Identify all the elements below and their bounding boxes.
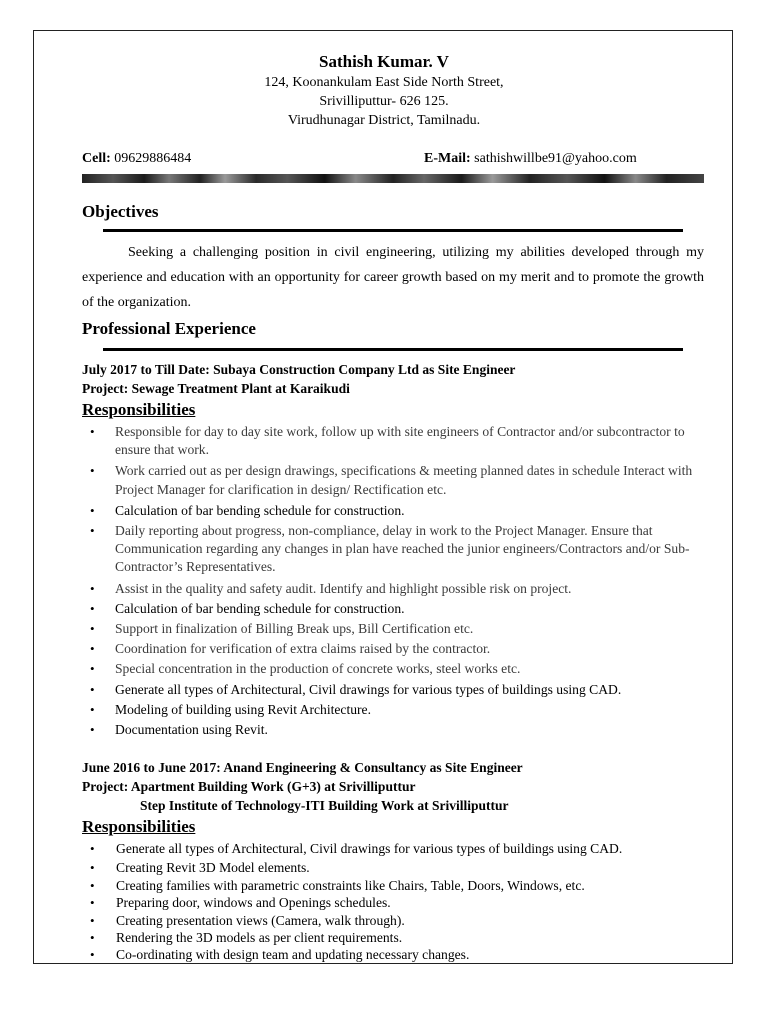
- list-item: • Calculation of bar bending schedule for construction.: [82, 502, 704, 520]
- list-item: • Rendering the 3D models as per client requirements.: [82, 929, 704, 946]
- cell-number: 09629886484: [114, 151, 192, 166]
- email-label: E-Mail:: [424, 151, 471, 166]
- job2-responsibilities-heading: Responsibilities: [82, 817, 196, 836]
- experience-rule: [103, 348, 683, 351]
- list-item: • Generate all types of Architectural, Civil drawings for various types of buildings using CAD.: [82, 840, 704, 857]
- address-line-3: Virudhunagar District, Tamilnadu.: [287, 113, 481, 128]
- list-item: • Assist in the quality and safety audit. Identify and highlight possible risk on project.: [82, 580, 704, 598]
- candidate-name: Sathish Kumar. V: [319, 52, 449, 71]
- experience-heading: Professional Experience: [82, 319, 256, 338]
- list-item: • Creating Revit 3D Model elements.: [82, 859, 704, 876]
- objectives-text: Seeking a challenging position in civil engineering, utilizing my abilities developed through my experience and education with an opportunity for career growth based on my merit and to promote the growth of the organization.: [82, 245, 704, 310]
- list-item: • Creating families with parametric constraints like Chairs, Table, Doors, Windows, etc.: [82, 877, 704, 894]
- list-item: • Modeling of building using Revit Architecture.: [82, 701, 704, 719]
- objectives-heading: Objectives: [82, 202, 159, 221]
- list-item: • Daily reporting about progress, non-compliance, delay in work to the Project Manager. Ensure that Communication regarding any changes in plan have reached the junior engineers/Contractors and/or Sub-Contractor’s Representatives.: [82, 522, 704, 577]
- cell-contact: [82, 151, 191, 167]
- list-item: • Coordination for verification of extra claims raised by the contractor.: [82, 640, 704, 658]
- list-item: • Co-ordinating with design team and updating necessary changes.: [82, 946, 704, 963]
- list-item: • Preparing door, windows and Openings schedules.: [82, 894, 704, 911]
- header-separator-bar: [82, 174, 704, 183]
- address-line-1: 124, Koonankulam East Side North Street,: [264, 75, 504, 90]
- list-item: • Support in finalization of Billing Break ups, Bill Certification etc.: [82, 620, 704, 638]
- list-item: • Work carried out as per design drawings, specifications & meeting planned dates in schedule Interact with Project Manager for clarification in design/ Rectification etc.: [82, 462, 704, 498]
- address-line-2: Srivilliputtur- 626 125.: [319, 94, 449, 109]
- list-item: • Generate all types of Architectural, Civil drawings for various types of buildings using CAD.: [82, 681, 704, 699]
- job2-project-2: Step Institute of Technology-ITI Building Work at Srivilliputtur: [140, 798, 509, 813]
- cell-label: Cell:: [82, 151, 111, 166]
- list-item: • Calculation of bar bending schedule for construction.: [82, 600, 704, 618]
- list-item: • Responsible for day to day site work, follow up with site engineers of Contractor and/or subcontractor to ensure that work.: [82, 423, 704, 459]
- job1-responsibilities-list: [82, 423, 704, 739]
- job2-project: Project: Apartment Building Work (G+3) at Srivilliputtur: [82, 779, 416, 794]
- email-contact: [424, 151, 637, 167]
- list-item: • Creating presentation views (Camera, walk through).: [82, 912, 704, 929]
- job1-responsibilities-heading: Responsibilities: [82, 400, 196, 419]
- job2-responsibilities-list: [82, 840, 704, 964]
- job2-title: June 2016 to June 2017: Anand Engineering & Consultancy as Site Engineer: [82, 760, 523, 775]
- list-item: • Documentation using Revit.: [82, 721, 704, 739]
- job1-project: Project: Sewage Treatment Plant at Karaikudi: [82, 381, 350, 396]
- list-item: • Special concentration in the production of concrete works, steel works etc.: [82, 660, 704, 678]
- job1-title: July 2017 to Till Date: Subaya Construction Company Ltd as Site Engineer: [82, 362, 516, 377]
- objectives-rule: [103, 229, 683, 232]
- email-address: sathishwillbe91@yahoo.com: [474, 151, 637, 166]
